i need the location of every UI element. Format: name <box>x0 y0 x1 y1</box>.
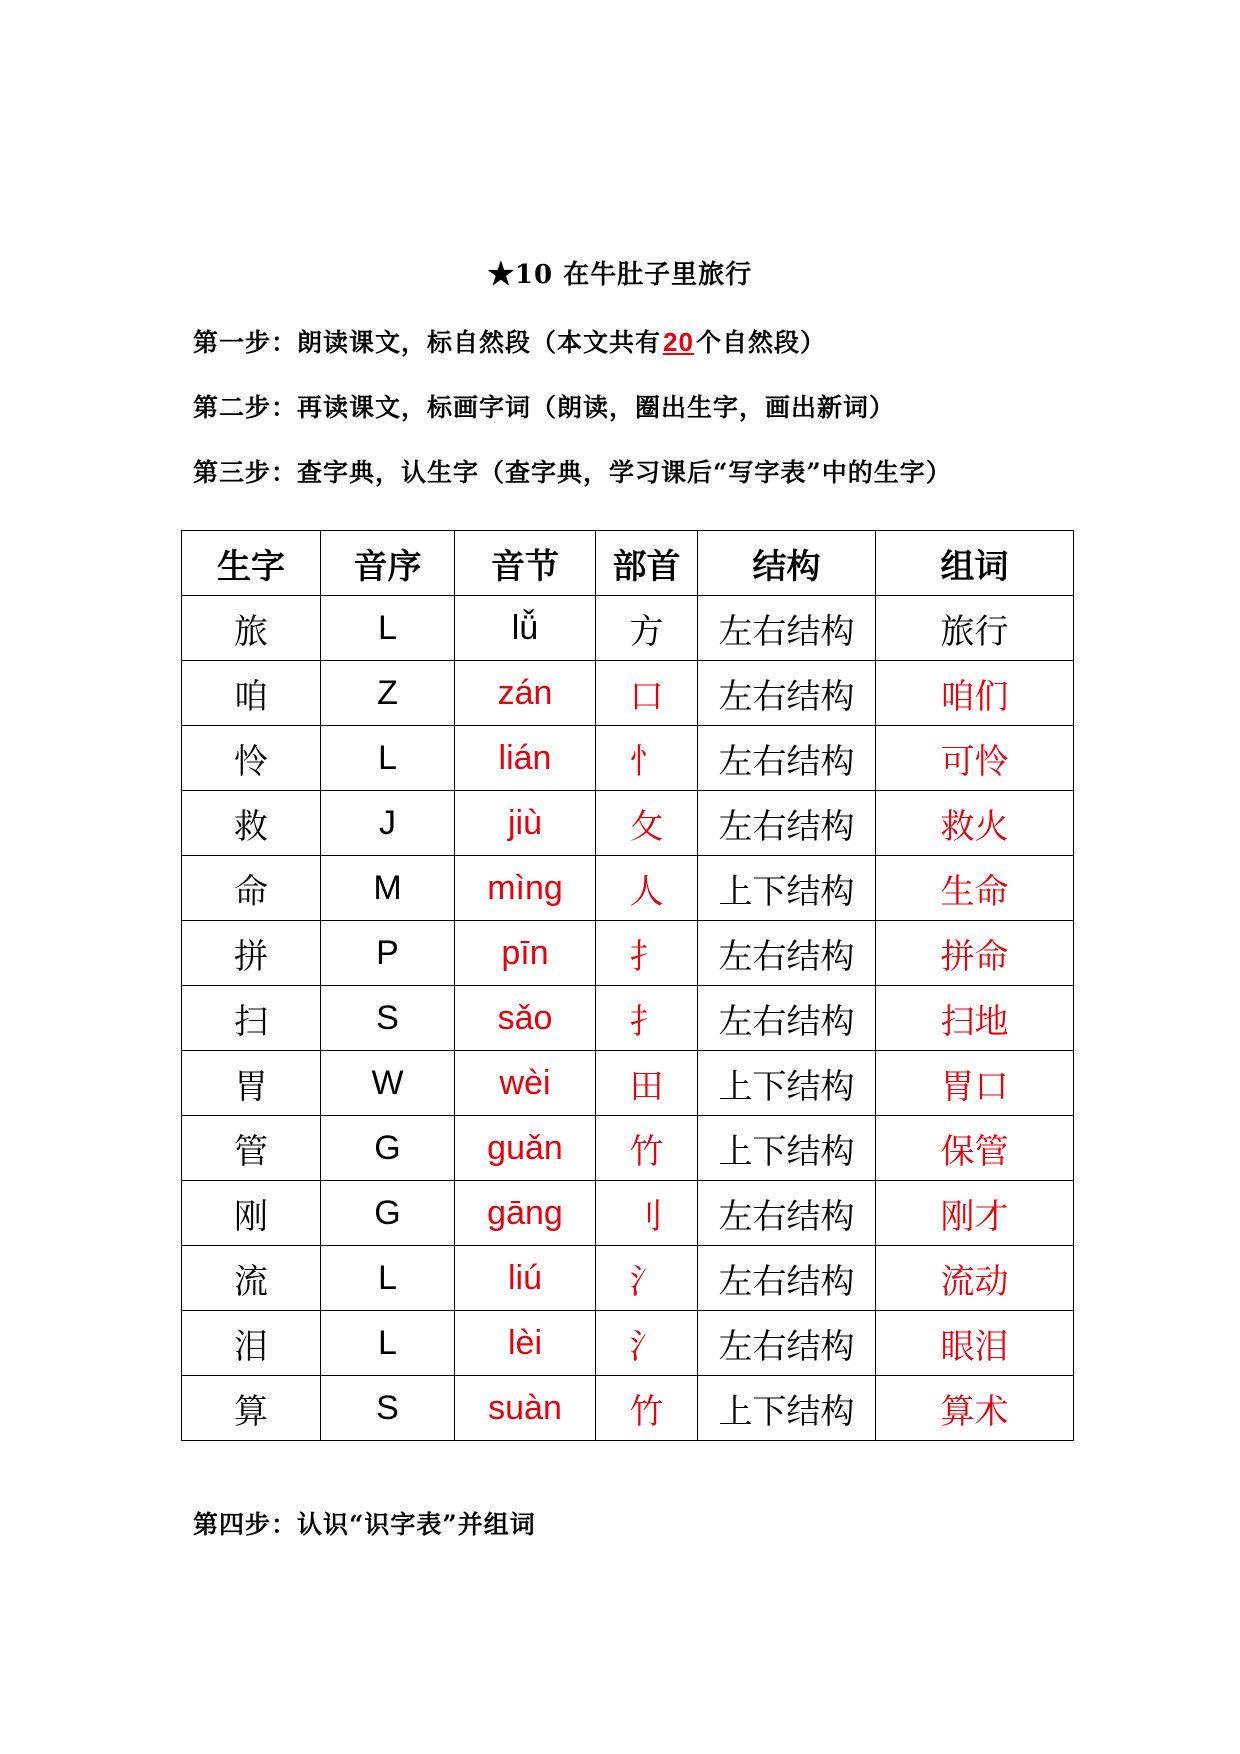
radical-cell: 忄 <box>596 726 698 791</box>
character-cell: 拼 <box>182 921 321 986</box>
letter-cell: J <box>321 791 455 856</box>
step-1 <box>193 323 826 359</box>
pinyin-cell: lián <box>455 726 596 791</box>
table-row <box>182 921 1074 986</box>
table-row <box>182 1051 1074 1116</box>
table-row <box>182 791 1074 856</box>
letter-cell: S <box>321 986 455 1051</box>
character-cell: 流 <box>182 1246 321 1311</box>
step-1-prefix: 第一步：朗读课文，标自然段（本文共有 <box>193 328 662 357</box>
character-cell: 扫 <box>182 986 321 1051</box>
header-radical: 部首 <box>596 531 698 596</box>
letter-cell: L <box>321 726 455 791</box>
character-cell: 胃 <box>182 1051 321 1116</box>
letter-cell: L <box>321 596 455 661</box>
header-character: 生字 <box>182 531 321 596</box>
word-cell: 流动 <box>876 1246 1074 1311</box>
pinyin-cell: mìng <box>455 856 596 921</box>
structure-cell: 左右结构 <box>698 726 876 791</box>
character-table <box>181 530 1074 1441</box>
structure-cell: 左右结构 <box>698 1246 876 1311</box>
table-row <box>182 1376 1074 1441</box>
step-4: 第四步：认识“识字表”并组词 <box>193 1510 536 1539</box>
paragraph-count: 20 <box>663 327 694 357</box>
character-cell: 命 <box>182 856 321 921</box>
word-cell: 救火 <box>876 791 1074 856</box>
step-2: 第二步：再读课文，标画字词（朗读，圈出生字，画出新词） <box>193 393 896 422</box>
word-cell: 可怜 <box>876 726 1074 791</box>
structure-cell: 左右结构 <box>698 791 876 856</box>
letter-cell: G <box>321 1116 455 1181</box>
word-cell: 咱们 <box>876 661 1074 726</box>
structure-cell: 左右结构 <box>698 1181 876 1246</box>
radical-cell: 扌 <box>596 921 698 986</box>
radical-cell: 方 <box>596 596 698 661</box>
pinyin-cell: jiù <box>455 791 596 856</box>
table-row <box>182 1116 1074 1181</box>
pinyin-cell: gāng <box>455 1181 596 1246</box>
structure-cell: 上下结构 <box>698 1116 876 1181</box>
character-cell: 咱 <box>182 661 321 726</box>
header-letter: 音序 <box>321 531 455 596</box>
table-row <box>182 986 1074 1051</box>
radical-cell: 刂 <box>596 1181 698 1246</box>
word-cell: 旅行 <box>876 596 1074 661</box>
character-cell: 救 <box>182 791 321 856</box>
letter-cell: S <box>321 1376 455 1441</box>
structure-cell: 左右结构 <box>698 921 876 986</box>
character-cell: 旅 <box>182 596 321 661</box>
table-row <box>182 661 1074 726</box>
radical-cell: 口 <box>596 661 698 726</box>
pinyin-cell: liú <box>455 1246 596 1311</box>
radical-cell: 氵 <box>596 1246 698 1311</box>
letter-cell: P <box>321 921 455 986</box>
table-row <box>182 1311 1074 1376</box>
structure-cell: 上下结构 <box>698 856 876 921</box>
structure-cell: 左右结构 <box>698 661 876 726</box>
structure-cell: 左右结构 <box>698 986 876 1051</box>
radical-cell: 扌 <box>596 986 698 1051</box>
structure-cell: 上下结构 <box>698 1051 876 1116</box>
radical-cell: 竹 <box>596 1116 698 1181</box>
pinyin-cell: lǚ <box>455 596 596 661</box>
word-cell: 胃口 <box>876 1051 1074 1116</box>
table-row <box>182 596 1074 661</box>
letter-cell: W <box>321 1051 455 1116</box>
pinyin-cell: guǎn <box>455 1116 596 1181</box>
word-cell: 算术 <box>876 1376 1074 1441</box>
word-cell: 刚才 <box>876 1181 1074 1246</box>
character-cell: 怜 <box>182 726 321 791</box>
radical-cell: 田 <box>596 1051 698 1116</box>
table-row <box>182 856 1074 921</box>
pinyin-cell: pīn <box>455 921 596 986</box>
header-pinyin: 音节 <box>455 531 596 596</box>
table-row <box>182 726 1074 791</box>
character-cell: 管 <box>182 1116 321 1181</box>
structure-cell: 上下结构 <box>698 1376 876 1441</box>
table-row <box>182 1246 1074 1311</box>
header-structure: 结构 <box>698 531 876 596</box>
letter-cell: M <box>321 856 455 921</box>
table-header-row <box>182 531 1074 596</box>
structure-cell: 左右结构 <box>698 1311 876 1376</box>
letter-cell: G <box>321 1181 455 1246</box>
radical-cell: 竹 <box>596 1376 698 1441</box>
word-cell: 拼命 <box>876 921 1074 986</box>
table-body <box>182 596 1074 1441</box>
character-cell: 算 <box>182 1376 321 1441</box>
step-3: 第三步：查字典，认生字（查字典，学习课后“写字表”中的生字） <box>193 458 952 487</box>
letter-cell: L <box>321 1246 455 1311</box>
radical-cell: 人 <box>596 856 698 921</box>
word-cell: 保管 <box>876 1116 1074 1181</box>
radical-cell: 攵 <box>596 791 698 856</box>
pinyin-cell: suàn <box>455 1376 596 1441</box>
table-row <box>182 1181 1074 1246</box>
header-word: 组词 <box>876 531 1074 596</box>
radical-cell: 氵 <box>596 1311 698 1376</box>
word-cell: 生命 <box>876 856 1074 921</box>
pinyin-cell: lèi <box>455 1311 596 1376</box>
pinyin-cell: sǎo <box>455 986 596 1051</box>
word-cell: 扫地 <box>876 986 1074 1051</box>
character-cell: 刚 <box>182 1181 321 1246</box>
page-title: ★10 在牛肚子里旅行 <box>487 260 753 290</box>
letter-cell: L <box>321 1311 455 1376</box>
word-cell: 眼泪 <box>876 1311 1074 1376</box>
pinyin-cell: wèi <box>455 1051 596 1116</box>
pinyin-cell: zán <box>455 661 596 726</box>
character-cell: 泪 <box>182 1311 321 1376</box>
letter-cell: Z <box>321 661 455 726</box>
structure-cell: 左右结构 <box>698 596 876 661</box>
step-1-suffix: 个自然段） <box>695 328 826 357</box>
